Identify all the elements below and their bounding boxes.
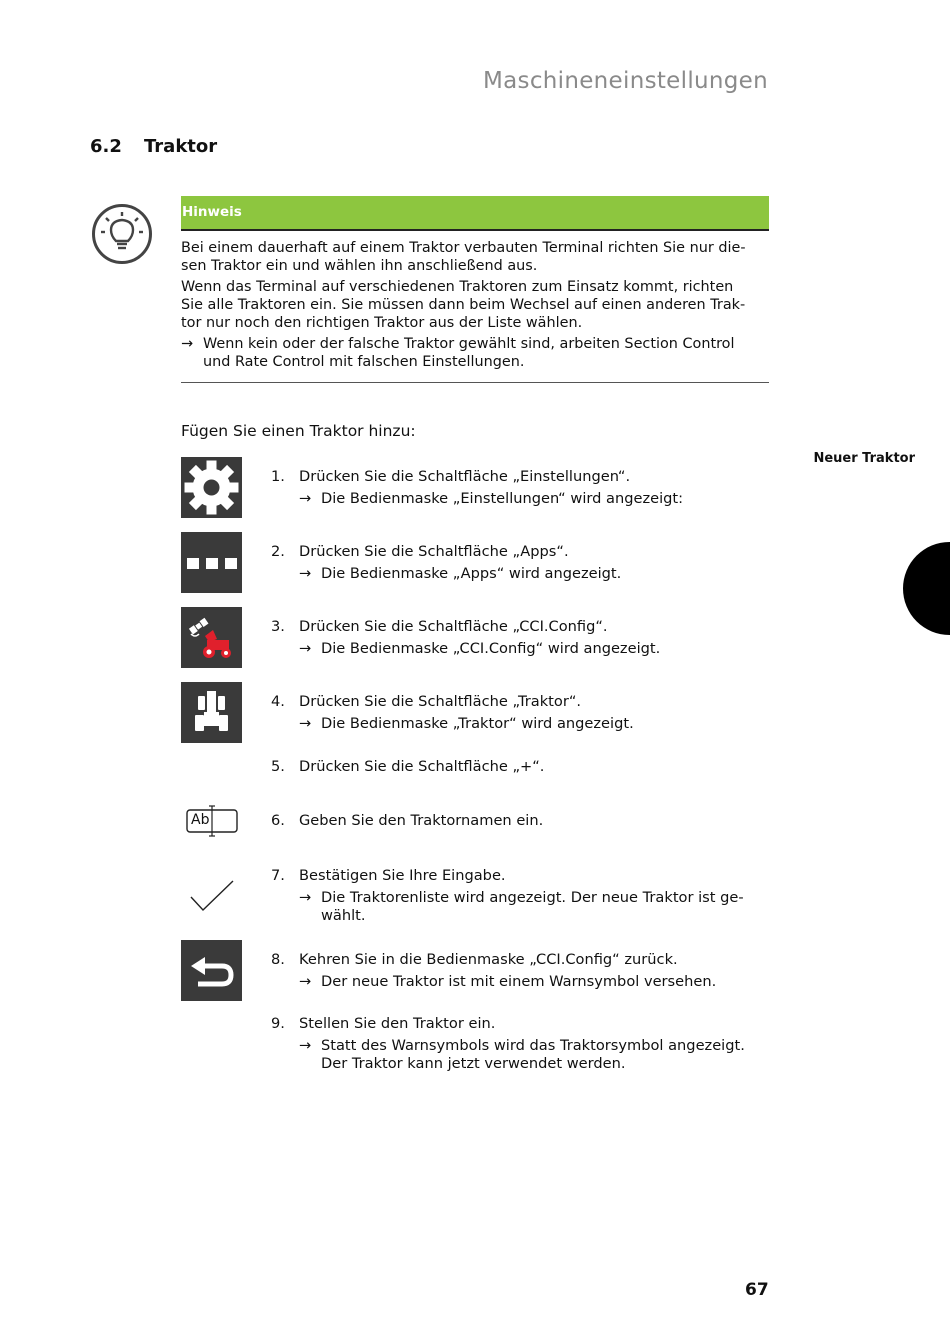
step-result: [299, 490, 751, 508]
note-body: [181, 239, 769, 371]
arrow-icon: →: [299, 565, 312, 582]
arrow-icon: →: [299, 715, 312, 732]
apps-dots-icon: [181, 532, 242, 593]
step-5: [271, 758, 751, 776]
note-line: Sie alle Traktoren ein. Sie müssen dann beim Wechsel auf einen anderen Trak-: [181, 297, 746, 313]
step-number: 1.: [271, 468, 285, 485]
step-text: Drücken Sie die Schaltfläche „Traktor“.: [299, 693, 582, 710]
apps-button-icon: [181, 532, 242, 593]
step-text: Kehren Sie in die Bedienmaske „CCI.Config“ zurück.: [299, 951, 678, 968]
arrow-icon: →: [299, 490, 312, 507]
section-heading: [90, 136, 217, 157]
page-number: 67: [745, 1280, 769, 1300]
note-line: tor nur noch den richtigen Traktor aus der Liste wählen.: [181, 315, 583, 331]
step-4: [271, 693, 751, 733]
step-text: Drücken Sie die Schaltfläche „Einstellungen“.: [299, 468, 631, 485]
note-line: Wenn kein oder der falsche Traktor gewählt sind, arbeiten Section Control: [203, 336, 735, 352]
step-2: [271, 543, 751, 583]
arrow-icon: →: [299, 1037, 312, 1054]
text-input-icon-label: Ab: [191, 812, 210, 828]
back-button-icon: [181, 940, 242, 1001]
note-header: [181, 196, 769, 231]
step-1: [271, 468, 751, 508]
step-text: Stellen Sie den Traktor ein.: [299, 1015, 496, 1032]
note-line: Wenn das Terminal auf verschiedenen Traktoren zum Einsatz kommt, richten: [181, 279, 734, 295]
step-result: [299, 1037, 751, 1073]
running-header: Maschineneinstellungen: [483, 68, 768, 94]
chapter-thumb-tab: [903, 542, 950, 635]
tractor-button-icon: [181, 682, 242, 743]
step-number: 4.: [271, 693, 285, 710]
step-result: [299, 640, 751, 658]
step-result: [299, 973, 751, 991]
step-number: 7.: [271, 867, 285, 884]
step-3: [271, 618, 751, 658]
section-title: Traktor: [144, 136, 218, 157]
step-number: 3.: [271, 618, 285, 635]
checkmark-icon: [188, 878, 236, 914]
arrow-icon: →: [299, 640, 312, 657]
lightbulb-icon: [91, 203, 153, 265]
note-paragraph: [181, 278, 769, 332]
step-number: 6.: [271, 812, 285, 829]
procedure-intro: Fügen Sie einen Traktor hinzu:: [181, 422, 416, 440]
step-result: [299, 565, 751, 583]
tractor-topview-icon: [181, 682, 242, 743]
arrow-icon: →: [181, 336, 194, 352]
step-result-text: Statt des Warnsymbols wird das Traktorsymbol angezeigt.: [321, 1037, 745, 1054]
note-line: sen Traktor ein und wählen ihn anschließend aus.: [181, 258, 538, 274]
step-result-text: wählt.: [321, 907, 366, 924]
step-result-text: Der neue Traktor ist mit einem Warnsymbol versehen.: [321, 973, 717, 990]
step-text: Bestätigen Sie Ihre Eingabe.: [299, 867, 506, 884]
step-result-text: Die Bedienmaske „Einstellungen“ wird angezeigt:: [321, 490, 684, 507]
text-input-icon: [185, 804, 241, 838]
margin-label: Neuer Traktor: [813, 451, 915, 466]
step-result: [299, 889, 751, 925]
return-arrow-icon: [181, 940, 242, 1001]
step-number: 9.: [271, 1015, 285, 1032]
note-divider: [181, 382, 769, 383]
step-8: [271, 951, 751, 991]
step-result-text: Die Bedienmaske „CCI.Config“ wird angezeigt.: [321, 640, 661, 657]
note-line: und Rate Control mit falschen Einstellungen.: [203, 354, 525, 370]
step-text: Drücken Sie die Schaltfläche „Apps“.: [299, 543, 569, 560]
step-result-text: Die Traktorenliste wird angezeigt. Der neue Traktor ist ge-: [321, 889, 744, 906]
step-6: [271, 812, 751, 830]
step-7: [271, 867, 751, 925]
step-text: Drücken Sie die Schaltfläche „+“.: [299, 758, 545, 775]
step-9: [271, 1015, 751, 1073]
note-heading: Hinweis: [182, 204, 242, 220]
tractor-satellite-icon: [181, 607, 242, 668]
step-result-text: Die Bedienmaske „Apps“ wird angezeigt.: [321, 565, 622, 582]
arrow-icon: →: [299, 889, 312, 906]
arrow-icon: →: [299, 973, 312, 990]
step-text: Drücken Sie die Schaltfläche „CCI.Config“.: [299, 618, 608, 635]
step-result-text: Die Bedienmaske „Traktor“ wird angezeigt.: [321, 715, 634, 732]
note-line: Bei einem dauerhaft auf einem Traktor verbauten Terminal richten Sie nur die-: [181, 240, 746, 256]
cci-config-button-icon: [181, 607, 242, 668]
section-number: 6.2: [90, 136, 122, 157]
step-number: 2.: [271, 543, 285, 560]
note-result: [181, 335, 769, 371]
step-result-text: Der Traktor kann jetzt verwendet werden.: [321, 1055, 626, 1072]
gear-icon: [181, 457, 242, 518]
step-result: [299, 715, 751, 733]
step-number: 5.: [271, 758, 285, 775]
step-text: Geben Sie den Traktornamen ein.: [299, 812, 544, 829]
step-number: 8.: [271, 951, 285, 968]
note-paragraph: [181, 239, 769, 275]
settings-button-icon: [181, 457, 242, 518]
